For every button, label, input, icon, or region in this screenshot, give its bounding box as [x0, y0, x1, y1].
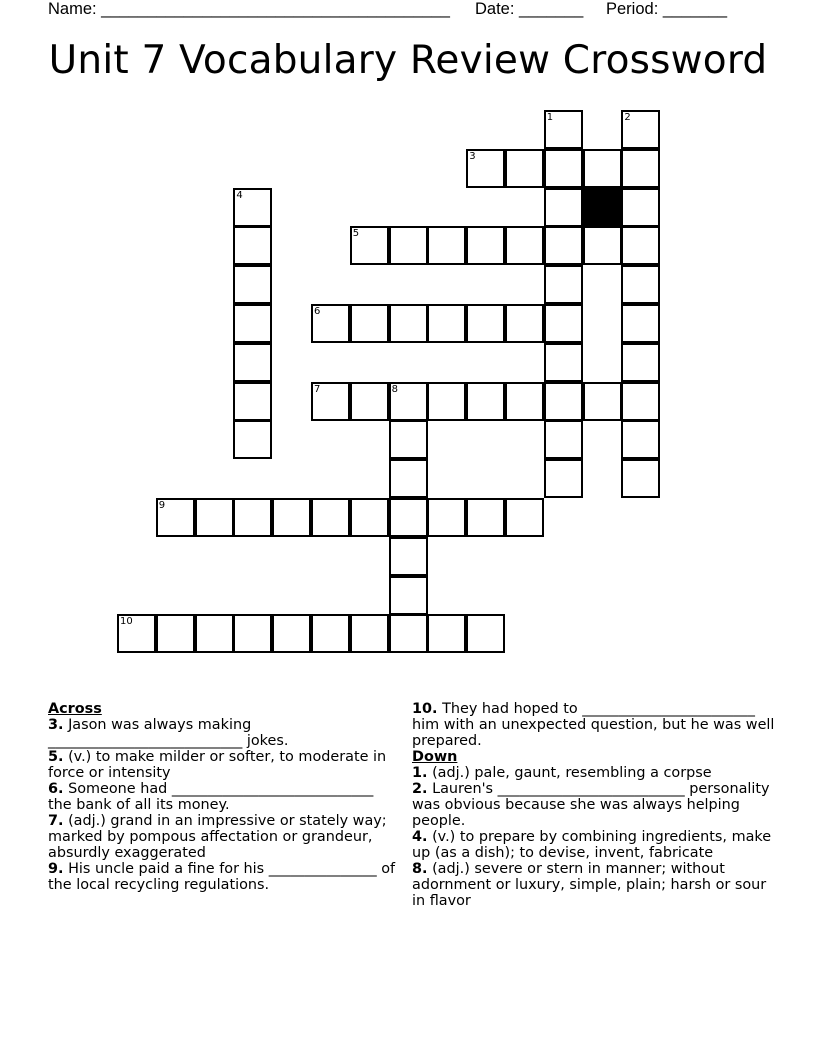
crossword-cell[interactable] — [466, 304, 505, 343]
crossword-cell[interactable] — [621, 420, 660, 459]
clue-text: Someone had ____________________________ the bank of all its money. — [48, 781, 374, 813]
crossword-cell[interactable] — [505, 226, 544, 265]
crossword-cell[interactable] — [350, 382, 389, 421]
clue-number-label: 4 — [236, 189, 243, 201]
crossword-cell[interactable] — [427, 304, 466, 343]
crossword-cell[interactable] — [466, 382, 505, 421]
crossword-cell[interactable] — [621, 226, 660, 265]
crossword-cell[interactable] — [427, 226, 466, 265]
period-field[interactable]: Period: _______ — [606, 0, 728, 18]
crossword-cell[interactable] — [621, 382, 660, 421]
crossword-cell[interactable] — [544, 226, 583, 265]
crossword-black-cell — [583, 188, 622, 227]
crossword-cell[interactable] — [233, 420, 272, 459]
down-clue-4 — [412, 829, 777, 861]
across-clue-10 — [412, 701, 777, 749]
crossword-cell[interactable] — [583, 226, 622, 265]
clue-number: 2. — [412, 781, 428, 797]
crossword-cell[interactable] — [350, 226, 389, 265]
crossword-cell[interactable] — [544, 265, 583, 304]
clue-number: 9. — [48, 861, 64, 877]
crossword-cell[interactable] — [621, 149, 660, 188]
date-field[interactable]: Date: _______ — [475, 0, 584, 18]
crossword-cell[interactable] — [233, 226, 272, 265]
crossword-cell[interactable] — [544, 188, 583, 227]
crossword-cell[interactable] — [311, 614, 350, 653]
crossword-cell[interactable] — [389, 498, 428, 537]
crossword-cell[interactable] — [427, 498, 466, 537]
clue-text: His uncle paid a fine for his _______________ of the local recycling regulations. — [48, 861, 396, 893]
crossword-cell[interactable] — [544, 149, 583, 188]
crossword-cell[interactable] — [544, 420, 583, 459]
crossword-cell[interactable] — [389, 459, 428, 498]
crossword-cell[interactable] — [505, 382, 544, 421]
crossword-cell[interactable] — [389, 537, 428, 576]
across-heading: Across — [48, 701, 102, 717]
crossword-cell[interactable] — [544, 343, 583, 382]
across-clue-9 — [48, 861, 398, 893]
name-field[interactable]: Name: ______________________________________ — [48, 0, 450, 18]
clue-number-label: 9 — [158, 500, 166, 511]
crossword-cell[interactable] — [233, 304, 272, 343]
crossword-cell[interactable] — [233, 343, 272, 382]
crossword-cell[interactable] — [505, 304, 544, 343]
crossword-cell[interactable] — [389, 226, 428, 265]
clue-text: (adj.) severe or stern in manner; without adornment or luxury, simple, plain; harsh or sour in flavor — [412, 861, 767, 909]
clue-text: (v.) to prepare by combining ingredients, make up (as a dish); to devise, invent, fabricate — [412, 829, 772, 861]
crossword-cell[interactable] — [389, 576, 428, 615]
crossword-cell[interactable] — [350, 498, 389, 537]
crossword-cell[interactable] — [466, 226, 505, 265]
crossword-cell[interactable] — [389, 614, 428, 653]
crossword-cell[interactable] — [621, 110, 660, 149]
clue-number-label: 3 — [469, 150, 476, 162]
clue-number-label: 10 — [120, 616, 133, 628]
crossword-cell[interactable] — [233, 188, 272, 227]
clues-left-column — [48, 701, 398, 893]
clue-number-label: 6 — [314, 306, 321, 317]
crossword-cell[interactable] — [621, 265, 660, 304]
crossword-cell[interactable] — [466, 498, 505, 537]
crossword-cell[interactable] — [427, 382, 466, 421]
crossword-cell[interactable] — [621, 459, 660, 498]
clue-number: 3. — [48, 717, 64, 733]
clue-text: Jason was always making ___________________________ jokes. — [48, 717, 289, 749]
crossword-cell[interactable] — [389, 304, 428, 343]
crossword-cell[interactable] — [350, 304, 389, 343]
crossword-cell[interactable] — [272, 498, 311, 537]
clue-text: (adj.) pale, gaunt, resembling a corpse — [432, 765, 712, 781]
clue-number-label: 1 — [546, 112, 554, 123]
across-clue-5 — [48, 749, 398, 781]
crossword-cell[interactable] — [544, 110, 583, 149]
clue-text: (v.) to make milder or softer, to moderate in force or intensity — [48, 749, 387, 781]
crossword-cell[interactable] — [156, 498, 195, 537]
across-clue-3 — [48, 717, 398, 749]
crossword-cell[interactable] — [233, 382, 272, 421]
clue-number-label: 8 — [391, 383, 398, 395]
clue-number-label: 5 — [352, 228, 360, 240]
clue-number: 6. — [48, 781, 64, 797]
crossword-cell[interactable] — [621, 188, 660, 227]
crossword-cell[interactable] — [195, 614, 234, 653]
clue-number: 4. — [412, 829, 428, 845]
clue-number-label: 2 — [624, 112, 631, 123]
clue-number: 1. — [412, 765, 428, 781]
crossword-cell[interactable] — [311, 382, 350, 421]
crossword-cell[interactable] — [117, 614, 156, 653]
crossword-cell[interactable] — [389, 382, 428, 421]
down-clue-2 — [412, 781, 777, 829]
crossword-cell[interactable] — [156, 614, 195, 653]
crossword-cell[interactable] — [621, 343, 660, 382]
crossword-cell[interactable] — [544, 304, 583, 343]
crossword-cell[interactable] — [233, 265, 272, 304]
down-clue-8 — [412, 861, 777, 909]
crossword-cell[interactable] — [233, 498, 272, 537]
clue-text: Lauren's __________________________ personality was obvious because she was always helping people. — [412, 781, 770, 829]
clue-number: 5. — [48, 749, 64, 765]
clue-number: 7. — [48, 813, 64, 829]
across-clue-7 — [48, 813, 398, 861]
page-title: Unit 7 Vocabulary Review Crossword — [48, 38, 768, 83]
crossword-cell[interactable] — [466, 149, 505, 188]
across-clue-6 — [48, 781, 398, 813]
crossword-cell[interactable] — [466, 614, 505, 653]
clue-number-label: 7 — [314, 383, 321, 395]
down-clue-1 — [412, 765, 777, 781]
crossword-cell[interactable] — [583, 149, 622, 188]
crossword-cell[interactable] — [272, 614, 311, 653]
crossword-cell[interactable] — [389, 420, 428, 459]
crossword-cell[interactable] — [505, 498, 544, 537]
crossword-cell[interactable] — [311, 498, 350, 537]
crossword-cell[interactable] — [233, 614, 272, 653]
crossword-cell[interactable] — [427, 614, 466, 653]
crossword-cell[interactable] — [544, 459, 583, 498]
crossword-cell[interactable] — [311, 304, 350, 343]
clue-number: 10. — [412, 701, 438, 717]
clue-number: 8. — [412, 861, 428, 877]
down-heading: Down — [412, 749, 458, 765]
crossword-cell[interactable] — [621, 304, 660, 343]
crossword-cell[interactable] — [505, 149, 544, 188]
crossword-cell[interactable] — [583, 382, 622, 421]
crossword-cell[interactable] — [544, 382, 583, 421]
clue-text: They had hoped to ________________________ him with an unexpected question, but he was well prepared. — [412, 701, 775, 749]
crossword-cell[interactable] — [350, 614, 389, 653]
clue-text: (adj.) grand in an impressive or stately way; marked by pompous affectation or grandeur, absurdly exaggerated — [48, 813, 387, 861]
clues-right-column — [412, 701, 777, 909]
crossword-cell[interactable] — [195, 498, 234, 537]
